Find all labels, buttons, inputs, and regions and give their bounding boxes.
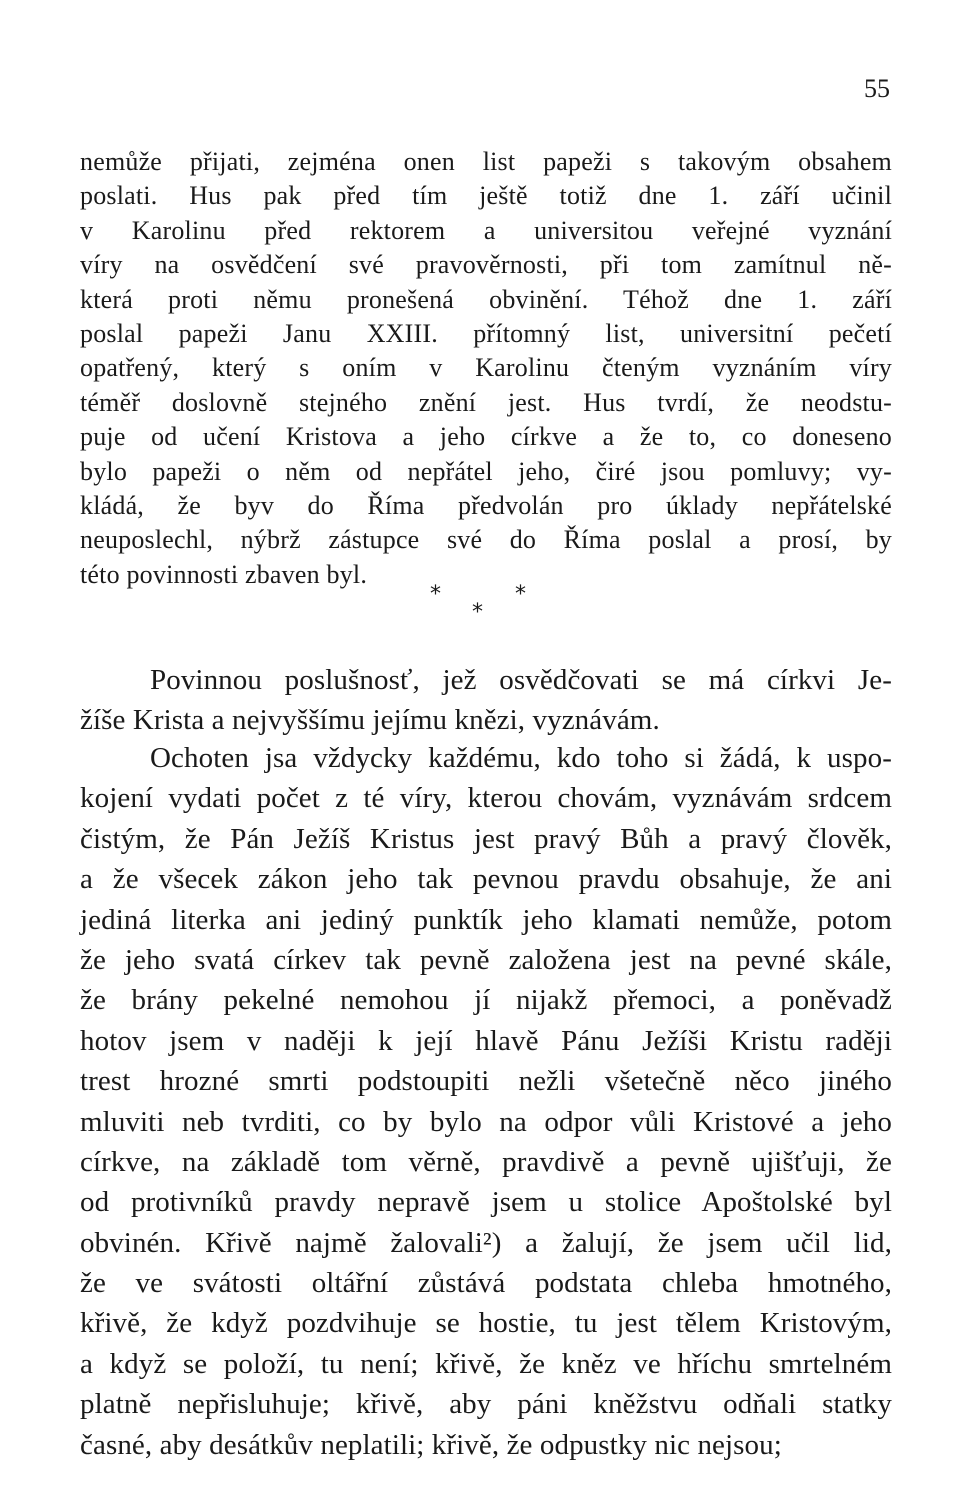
text-line: církve, na základě tom věrně, pravdivě a pevně ujišťuji, že [80,1145,892,1178]
text-line: kládá, že byv do Říma předvolán pro úklady nepřátelské [80,490,892,520]
text-line: hotov jsem v naději k její hlavě Pánu Ježíši Kristu raději [80,1024,892,1057]
text-line: poslal papeži Janu XXIII. přítomný list, universitní pečetí [80,318,892,348]
text-line: kojení vydati počet z té víry, kterou chovám, vyznávám srdcem [80,782,892,815]
text-line: puje od učení Kristova a jeho církve a že to, co doneseno [80,422,892,452]
text-line: bylo papeži o něm od nepřátel jeho, čiré jsou pomluvy; vy- [80,456,892,486]
text-line: křivě, že když pozdvihuje se hostie, tu jest tělem Kristovým, [80,1307,892,1340]
text-line: této povinnosti zbaven byl. [80,559,368,589]
asterism-star-left: * [430,582,441,607]
text-line: trest hrozné smrti podstoupiti nežli všetečně něco jiného [80,1065,892,1098]
text-line: jediná literka ani jediný punktík jeho klamati nemůže, potom [80,903,892,936]
asterism-star-center: * [472,600,483,625]
paragraph-hus-letter [80,145,892,592]
text-line: a že všecek zákon jeho tak pevnou pravdu obsahuje, že ani [80,863,892,896]
text-line: neuposlechl, nýbrž zástupce své do Říma poslal a prosí, by [80,525,892,555]
text-line: obvinén. Křivě najmě žalovali²) a žalují, že jsem učil lid, [80,1226,892,1259]
text-line: víry na osvědčení své pravověrnosti, při tom zamítnul ně- [80,250,892,280]
text-line: že jeho svatá církev tak pevně založena jest na pevné skále, [80,943,892,976]
paragraph-confession [80,738,892,1465]
asterism-divider [0,582,960,632]
text-line: mluviti neb tvrditi, co by bylo na odpor vůli Kristové a jeho [80,1105,892,1138]
asterism-star-right: * [515,582,526,607]
text-line: nemůže přijati, zejména onen list papeži s takovým obsahem [80,147,892,176]
text-line: žíše Krista a nejvyššímu jejímu knězi, vyznávám. [80,704,660,737]
text-line: že brány pekelné nemohou jí nijakž přemoci, a poněvadž [80,984,892,1017]
text-line: opatřený, který s oním v Karolinu čteným vyznáním víry [80,353,892,383]
text-line: platně nepřisluhuje; křivě, aby páni kněžstvu odňali statky [80,1388,892,1421]
text-line: v Karolinu před rektorem a universitou veřejné vyznání [80,215,892,245]
text-line: a když se položí, tu není; křivě, že kněz ve hříchu smrtelném [80,1347,892,1380]
text-line: že ve svátosti oltářní zůstává podstata chleba hmotného, [80,1267,892,1300]
text-line: časné, aby desátkův neplatili; křivě, že odpustky nic nejsou; [80,1428,782,1461]
text-line: která proti němu pronešená obvinění. Téhož dne 1. září [80,284,892,314]
text-line: poslati. Hus pak před tím ještě totiž dne 1. září učinil [80,181,892,211]
text-line: téměř doslovně stejného znění jest. Hus tvrdí, že neodstu- [80,387,892,417]
page-number: 55 [864,74,890,103]
paragraph-obedience [80,660,892,741]
text-line: čistým, že Pán Ježíš Kristus jest pravý Bůh a pravý člověk, [80,822,892,855]
text-line: od protivníků pravdy nepravě jsem u stolice Apoštolské byl [80,1186,892,1219]
text-line: Ochoten jsa vždycky každému, kdo toho si žádá, k uspo- [150,742,892,774]
text-line: Povinnou poslušnosť, jež osvědčovati se má církvi Je- [150,664,892,696]
